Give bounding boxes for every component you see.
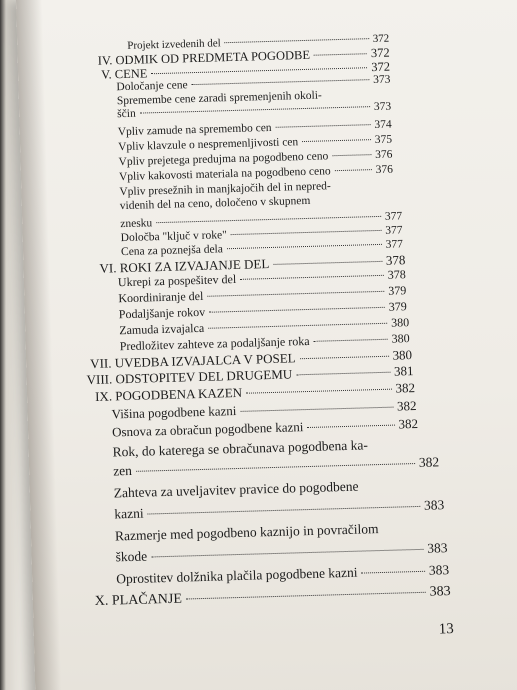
toc-entry-page: 377	[384, 210, 403, 223]
toc-leader	[335, 169, 372, 171]
toc-entry-page: 382	[395, 380, 416, 396]
toc-leader	[227, 244, 382, 249]
toc-leader	[302, 139, 371, 142]
toc-entry-page: 382	[396, 397, 417, 414]
toc-leader	[300, 356, 389, 359]
toc-entry-page: 380	[390, 315, 410, 330]
toc-entry-title: zen	[112, 462, 133, 479]
toc-entry-title: IV. ODMIK OD PREDMETA POGODBE	[97, 47, 311, 68]
toc-entry-title: V. CENE	[100, 66, 148, 82]
toc-entry-page: 380	[392, 347, 413, 363]
toc-leader	[208, 323, 387, 329]
toc-entry-title: Predložitev zahteve za podaljšanje roka	[119, 333, 310, 354]
toc-leader	[362, 571, 425, 574]
toc-entry-title: ščin	[117, 107, 136, 121]
toc-entry-page: 380	[391, 331, 410, 346]
toc-leader	[231, 230, 382, 235]
toc-entry-page: 378	[385, 252, 406, 268]
toc-entry-page: 383	[423, 497, 445, 513]
toc-entry-title: Določanje cene	[116, 79, 188, 94]
toc-entry-title: Spremembe cene zaradi spremenjenih okoli-	[116, 89, 322, 108]
toc-entry-title: videnih del na ceno, določeno v skupnem	[119, 194, 311, 213]
toc-entry-title: škode	[115, 548, 148, 565]
toc-entry-title: VI. ROKI ZA IZVAJANJE DEL	[99, 256, 270, 276]
toc-entry-title: Določba "ključ v roke"	[120, 229, 227, 245]
toc-entry-title: Podaljšanje rokov	[118, 304, 206, 322]
toc-leader	[296, 372, 390, 376]
toc-entry-title: Zamuda izvajalca	[119, 320, 205, 338]
toc-leader	[207, 291, 384, 297]
toc-leader	[240, 407, 393, 412]
toc-entry-page: 379	[388, 299, 407, 314]
toc-leader	[314, 53, 367, 55]
page-gutter-shadow	[16, 0, 62, 690]
toc-entry-title: Osnova za obračun pogodbene kazni	[111, 419, 304, 440]
toc-leader	[332, 154, 371, 156]
toc-entry-page: 376	[375, 163, 394, 177]
toc-entry-page: 374	[374, 118, 392, 132]
toc-entry-title: VIII. ODSTOPITEV DEL DRUGEMU	[86, 366, 293, 388]
toc-leader	[156, 216, 381, 223]
toc-entry-title: X. PLAČANJE	[94, 591, 183, 610]
toc-leader	[276, 124, 371, 128]
toc-leader	[273, 261, 382, 265]
toc-leader	[140, 106, 370, 113]
toc-entry	[116, 562, 449, 587]
toc-entry-page: 377	[385, 224, 403, 237]
toc-leader	[240, 275, 384, 280]
toc-entry	[114, 497, 444, 522]
book-page	[16, 0, 517, 690]
toc-entry-title: Ukrepi za pospešitev del	[117, 271, 237, 290]
toc-leader	[209, 307, 385, 313]
toc-entry-page: 381	[393, 363, 414, 379]
toc-entry-page: 382	[418, 454, 440, 470]
toc-entry-page: 373	[372, 73, 391, 87]
toc-entry-page: 376	[375, 148, 393, 162]
table-of-contents	[17, 27, 497, 610]
toc-entry-page: 383	[429, 584, 451, 600]
toc-leader	[151, 67, 367, 74]
toc-leader	[186, 592, 426, 600]
toc-entry-page: 382	[398, 415, 419, 432]
toc-entry-title: Razmerje med pogodbeno kaznijo in povračilom	[114, 521, 379, 544]
toc-entry-page: 377	[385, 238, 404, 251]
toc-entry-title: Vpliv klavzule o nespremenljivosti cen	[117, 136, 299, 154]
toc-entry-page: 383	[428, 562, 450, 578]
toc-entry-title: Višina pogodbene kazni	[111, 403, 237, 422]
toc-entry-page: 383	[427, 540, 448, 556]
toc-entry-title: kazni	[114, 505, 144, 522]
toc-entry-page: 372	[370, 45, 390, 61]
toc-entry	[115, 540, 447, 565]
toc-entry-title: Zahteva za uveljavitev pravice do pogodbene	[113, 478, 359, 501]
toc-entry-page: 375	[374, 133, 393, 147]
toc-entry-title: Projekt izvedenih del	[127, 37, 221, 52]
toc-entry-page: 379	[388, 283, 407, 298]
toc-leader	[192, 79, 370, 85]
toc-entry-title: Vpliv presežnih in manjkajočih del in nepred-	[119, 180, 331, 199]
toc-leader	[246, 389, 392, 394]
toc-entry-page: 372	[372, 32, 390, 46]
toc-leader	[148, 506, 420, 515]
toc-leader	[136, 463, 415, 472]
toc-entry-title: Vpliv kakovosti materiala na pogodbeno ceno	[118, 165, 331, 184]
toc-entry-title: Vpliv zamude na spremembo cen	[117, 121, 272, 139]
toc-entry-title: Rok, do katerega se obračunava pogodbena ka-	[112, 437, 369, 460]
toc-leader	[151, 549, 423, 558]
toc-entry-page: 373	[373, 100, 392, 114]
toc-entry-title: IX. POGODBENA KAZEN	[94, 384, 243, 404]
toc-entry-title: znesku	[120, 217, 153, 231]
toc-entry	[95, 584, 451, 610]
page-number: 13	[438, 621, 454, 638]
toc-leader	[307, 425, 394, 428]
toc-entry-title: Koordiniranje del	[118, 288, 204, 306]
toc-entry-title: Vpliv prejetega predujma na pogodbeno ceno	[118, 150, 329, 169]
toc-leader	[225, 38, 369, 43]
toc-entry-title: VII. UVEDBA IZVAJALCA V POSEL	[89, 350, 296, 372]
toc-entry-page: 378	[387, 267, 407, 282]
toc-entry-page: 372	[371, 59, 391, 75]
toc-entry-title: Oprostitev dolžnika plačila pogodbene kazni	[115, 564, 358, 587]
toc-leader	[314, 339, 388, 342]
toc-entry-title: Cena za poznejša dela	[120, 243, 224, 259]
